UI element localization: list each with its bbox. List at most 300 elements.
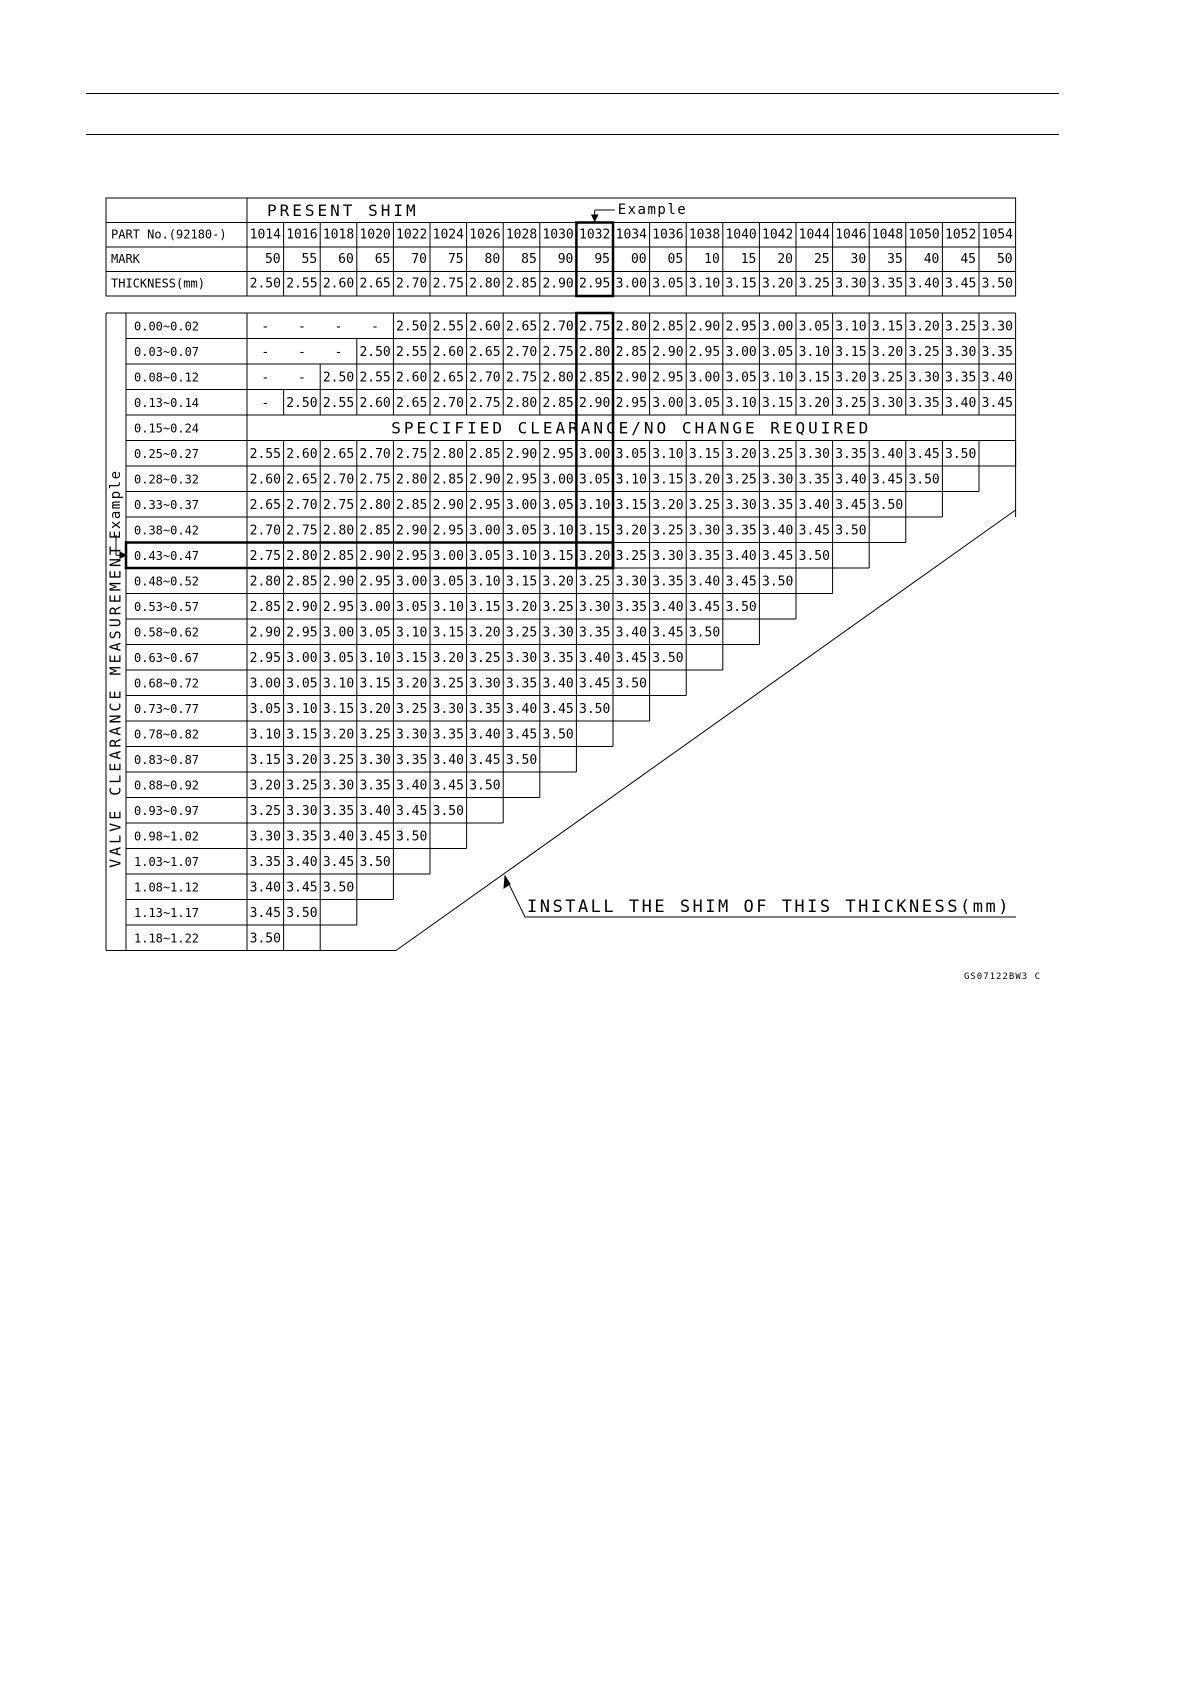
shim-value: 2.85 <box>396 497 428 513</box>
dash-cell: - <box>261 370 270 386</box>
shim-value: 2.60 <box>286 446 318 462</box>
shim-value: 3.15 <box>835 344 867 360</box>
shim-value: 3.20 <box>688 472 721 488</box>
shim-value: 3.00 <box>469 523 501 539</box>
shim-value: 2.90 <box>615 370 647 386</box>
shim-value: 2.60 <box>396 370 428 386</box>
install-arrow-head <box>504 876 510 888</box>
shim-value: 3.35 <box>322 803 355 819</box>
shim-value: 3.25 <box>322 752 355 768</box>
mark-value: 15 <box>740 251 757 267</box>
shim-value: 3.45 <box>396 803 428 819</box>
shim-value: 3.15 <box>359 676 391 692</box>
shim-value: 3.35 <box>542 650 574 666</box>
shim-value: 3.40 <box>725 548 757 564</box>
range-label: 1.13~1.17 <box>134 905 200 920</box>
shim-value: 2.90 <box>505 446 538 462</box>
thickness-value: 3.20 <box>762 276 794 292</box>
shim-value: 3.50 <box>542 727 574 743</box>
thickness-value: 2.55 <box>286 276 318 292</box>
shim-value: 2.70 <box>432 395 464 411</box>
shim-value: 3.10 <box>579 497 611 513</box>
dash-cell: - <box>297 344 306 360</box>
shim-value: 3.15 <box>432 625 464 641</box>
shim-value: 3.50 <box>725 599 757 615</box>
shim-value: 3.30 <box>542 625 574 641</box>
shim-value: 3.35 <box>652 574 684 590</box>
shim-value: 3.30 <box>322 778 355 794</box>
shim-value: 3.50 <box>945 446 977 462</box>
shim-value: 2.80 <box>542 370 574 386</box>
valve-clearance-axis-label: VALVE CLEARANCE MEASUREMENT <box>106 543 125 868</box>
shim-value: 3.00 <box>542 472 574 488</box>
shim-value: 3.40 <box>542 676 574 692</box>
shim-value: 3.50 <box>762 574 794 590</box>
shim-value: 3.45 <box>798 523 830 539</box>
shim-value: 3.10 <box>835 319 867 335</box>
shim-value: 2.65 <box>505 319 538 335</box>
mark-value: 75 <box>447 251 464 267</box>
shim-value: 3.30 <box>286 803 318 819</box>
part-number: 1032 <box>579 227 611 243</box>
shim-value: 3.45 <box>762 548 794 564</box>
part-number: 1048 <box>871 227 904 243</box>
shim-value: 3.35 <box>725 523 757 539</box>
shim-value: 3.20 <box>432 650 464 666</box>
mark-value: 30 <box>850 251 867 267</box>
shim-value: 3.20 <box>249 778 281 794</box>
shim-value: 3.20 <box>505 599 538 615</box>
part-number: 1050 <box>908 227 940 243</box>
shim-value: 3.35 <box>505 676 538 692</box>
shim-value: 3.20 <box>396 676 428 692</box>
range-label: 0.48~0.52 <box>134 574 200 589</box>
shim-value: 3.20 <box>359 701 391 717</box>
dash-cell: - <box>261 344 270 360</box>
thickness-value: 2.50 <box>249 276 281 292</box>
shim-value: 3.50 <box>286 905 318 921</box>
shim-value: 3.00 <box>286 650 318 666</box>
shim-value: 3.40 <box>871 446 904 462</box>
range-label: 0.38~0.42 <box>134 523 200 538</box>
mark-value: 20 <box>777 251 793 267</box>
range-label: 0.43~0.47 <box>134 548 200 563</box>
shim-value: 3.45 <box>542 701 574 717</box>
shim-value: 3.20 <box>835 370 867 386</box>
shim-value: 3.25 <box>579 574 611 590</box>
shim-value: 3.10 <box>652 446 684 462</box>
shim-value: 2.80 <box>286 548 318 564</box>
shim-value: 3.25 <box>835 395 867 411</box>
shim-value: 3.40 <box>615 625 647 641</box>
mark-value: 55 <box>301 251 318 267</box>
shim-value: 2.90 <box>322 574 355 590</box>
range-label: 1.08~1.12 <box>134 880 200 895</box>
thickness-value: 2.95 <box>579 276 611 292</box>
shim-value: 3.05 <box>579 472 611 488</box>
shim-value: 3.45 <box>981 395 1013 411</box>
shim-value: 3.45 <box>579 676 611 692</box>
shim-value: 3.00 <box>505 497 538 513</box>
shim-value: 2.85 <box>542 395 574 411</box>
thickness-value: 3.05 <box>652 276 684 292</box>
shim-value: 3.10 <box>505 548 538 564</box>
shim-value: 3.50 <box>249 931 281 947</box>
part-number: 1026 <box>469 227 501 243</box>
part-number: 1052 <box>945 227 977 243</box>
mark-value: 05 <box>667 251 684 267</box>
shim-value: 3.45 <box>871 472 904 488</box>
shim-value: 3.35 <box>359 778 391 794</box>
shim-value: 2.95 <box>359 574 391 590</box>
shim-value: 2.85 <box>322 548 355 564</box>
shim-value: 3.45 <box>469 752 501 768</box>
shim-value: 3.20 <box>469 625 501 641</box>
example-label-top: Example <box>617 202 688 218</box>
shim-value: 3.15 <box>652 472 684 488</box>
header-row-label: THICKNESS(mm) <box>111 276 205 291</box>
shim-value: 2.80 <box>432 446 464 462</box>
part-number: 1042 <box>762 227 794 243</box>
shim-value: 3.25 <box>469 650 501 666</box>
shim-value: 3.10 <box>286 701 318 717</box>
shim-value: 3.15 <box>871 319 904 335</box>
thickness-value: 3.35 <box>871 276 904 292</box>
shim-value: 3.40 <box>469 727 501 743</box>
shim-value: 2.80 <box>396 472 428 488</box>
shim-value: 3.35 <box>945 370 977 386</box>
shim-value: 3.35 <box>688 548 721 564</box>
shim-value: 3.35 <box>249 854 281 870</box>
thickness-value: 3.10 <box>688 276 721 292</box>
shim-value: 2.70 <box>286 497 318 513</box>
shim-value: 2.70 <box>359 446 391 462</box>
shim-value: 3.20 <box>542 574 574 590</box>
shim-value: 3.30 <box>579 599 611 615</box>
shim-value: 2.90 <box>469 472 501 488</box>
shim-value: 2.65 <box>432 370 464 386</box>
example-arrow-head <box>592 215 598 221</box>
part-number: 1046 <box>835 227 867 243</box>
shim-value: 3.30 <box>249 829 281 845</box>
shim-value: 2.80 <box>615 319 647 335</box>
shim-value: 3.15 <box>762 395 794 411</box>
mark-value: 65 <box>374 251 391 267</box>
shim-value: 3.45 <box>249 905 281 921</box>
shim-value: 3.05 <box>798 319 830 335</box>
mark-value: 35 <box>887 251 903 267</box>
shim-value: 3.45 <box>286 880 318 896</box>
shim-value: 3.45 <box>725 574 757 590</box>
dash-cell: - <box>261 395 270 411</box>
shim-value: 2.95 <box>396 548 428 564</box>
shim-value: 2.95 <box>725 319 757 335</box>
part-number: 1014 <box>249 227 281 243</box>
shim-value: 2.95 <box>432 523 464 539</box>
shim-value: 3.50 <box>322 880 355 896</box>
shim-value: 3.40 <box>798 497 830 513</box>
range-label: 1.03~1.07 <box>134 854 200 869</box>
shim-value: 2.70 <box>322 472 355 488</box>
shim-value: 2.65 <box>249 497 281 513</box>
shim-value: 3.25 <box>762 446 794 462</box>
shim-value: 3.30 <box>798 446 830 462</box>
range-label: 0.98~1.02 <box>134 829 200 844</box>
shim-value: 3.00 <box>249 676 281 692</box>
shim-value: 3.20 <box>286 752 318 768</box>
shim-value: 3.40 <box>322 829 355 845</box>
shim-value: 3.30 <box>505 650 538 666</box>
shim-value: 2.90 <box>579 395 611 411</box>
shim-value: 3.45 <box>835 497 867 513</box>
shim-value: 3.25 <box>396 701 428 717</box>
range-label: 0.73~0.77 <box>134 701 200 716</box>
shim-value: 2.75 <box>542 344 574 360</box>
shim-value: 3.05 <box>688 395 721 411</box>
dash-cell: - <box>261 319 270 335</box>
thickness-value: 2.65 <box>359 276 391 292</box>
shim-value: 3.30 <box>871 395 904 411</box>
shim-value: 2.95 <box>688 344 721 360</box>
shim-value: 3.40 <box>579 650 611 666</box>
dash-cell: - <box>297 370 306 386</box>
shim-value: 2.55 <box>322 395 355 411</box>
shim-value: 3.05 <box>249 701 281 717</box>
shim-value: 3.35 <box>579 625 611 641</box>
part-number: 1038 <box>688 227 721 243</box>
shim-value: 3.35 <box>286 829 318 845</box>
shim-value: 3.25 <box>542 599 574 615</box>
range-label: 0.13~0.14 <box>134 395 200 410</box>
shim-value: 3.20 <box>615 523 647 539</box>
shim-value: 2.90 <box>359 548 391 564</box>
shim-value: 3.30 <box>945 344 977 360</box>
shim-value: 3.45 <box>615 650 647 666</box>
part-number: 1036 <box>652 227 684 243</box>
shim-value: 3.40 <box>835 472 867 488</box>
part-number: 1030 <box>542 227 574 243</box>
shim-value: 2.50 <box>359 344 391 360</box>
specified-clearance-label: SPECIFIED CLEARANCE/NO CHANGE REQUIRED <box>391 418 872 438</box>
shim-value: 2.75 <box>469 395 501 411</box>
shim-value: 2.95 <box>652 370 684 386</box>
shim-value: 3.50 <box>359 854 391 870</box>
shim-value: 2.75 <box>359 472 391 488</box>
shim-value: 3.10 <box>249 727 281 743</box>
shim-value: 3.05 <box>505 523 538 539</box>
shim-value: 2.75 <box>249 548 281 564</box>
range-label: 1.18~1.22 <box>134 931 200 946</box>
shim-value: 2.75 <box>505 370 538 386</box>
thickness-value: 2.85 <box>505 276 538 292</box>
shim-value: 3.35 <box>908 395 940 411</box>
shim-value: 2.90 <box>652 344 684 360</box>
shim-value: 3.15 <box>542 548 574 564</box>
shim-value: 2.95 <box>615 395 647 411</box>
shim-value: 2.85 <box>286 574 318 590</box>
shim-value: 3.30 <box>469 676 501 692</box>
shim-value: 3.50 <box>396 829 428 845</box>
shim-value: 3.40 <box>249 880 281 896</box>
shim-value: 3.50 <box>688 625 721 641</box>
shim-value: 2.90 <box>286 599 318 615</box>
shim-value: 3.30 <box>908 370 940 386</box>
part-number: 1022 <box>396 227 428 243</box>
shim-value: 3.40 <box>762 523 794 539</box>
shim-value: 2.90 <box>396 523 428 539</box>
shim-value: 3.00 <box>688 370 721 386</box>
shim-value: 3.40 <box>981 370 1013 386</box>
shim-value: 2.90 <box>688 319 721 335</box>
shim-value: 3.25 <box>725 472 757 488</box>
dash-cell: - <box>334 344 343 360</box>
shim-value: 3.15 <box>798 370 830 386</box>
mark-value: 85 <box>521 251 537 267</box>
shim-value: 3.30 <box>725 497 757 513</box>
mark-value: 80 <box>484 251 501 267</box>
range-label: 0.08~0.12 <box>134 370 200 385</box>
shim-value: 3.15 <box>688 446 721 462</box>
shim-value: 3.25 <box>249 803 281 819</box>
range-label: 0.88~0.92 <box>134 778 200 793</box>
mark-value: 25 <box>813 251 830 267</box>
shim-value: 2.85 <box>652 319 684 335</box>
shim-value: 3.35 <box>798 472 830 488</box>
shim-value: 3.15 <box>396 650 428 666</box>
shim-value: 2.90 <box>432 497 464 513</box>
range-label: 0.03~0.07 <box>134 344 200 359</box>
dash-cell: - <box>371 319 380 335</box>
shim-value: 3.35 <box>396 752 428 768</box>
shim-value: 2.95 <box>505 472 538 488</box>
shim-value: 2.55 <box>396 344 428 360</box>
shim-value: 3.10 <box>798 344 830 360</box>
shim-value: 3.30 <box>981 319 1013 335</box>
shim-value: 2.75 <box>286 523 318 539</box>
shim-value: 3.45 <box>688 599 721 615</box>
shim-value: 3.50 <box>652 650 684 666</box>
header-row-label: MARK <box>111 251 140 266</box>
shim-value: 3.50 <box>432 803 464 819</box>
figure-code: GS07122BW3 C <box>963 972 1041 982</box>
shim-value: 2.70 <box>249 523 281 539</box>
shim-value: 2.60 <box>359 395 391 411</box>
shim-value: 3.15 <box>249 752 281 768</box>
shim-value: 3.10 <box>322 676 355 692</box>
shim-value: 3.45 <box>432 778 464 794</box>
shim-value: 2.75 <box>322 497 355 513</box>
shim-value: 3.30 <box>688 523 721 539</box>
shim-value: 3.45 <box>652 625 684 641</box>
shim-value: 3.10 <box>359 650 391 666</box>
shim-value: 3.10 <box>432 599 464 615</box>
shim-value: 3.05 <box>762 344 794 360</box>
shim-value: 3.40 <box>688 574 721 590</box>
part-number: 1020 <box>359 227 391 243</box>
range-label: 0.53~0.57 <box>134 599 200 614</box>
thickness-value: 2.70 <box>396 276 428 292</box>
part-number: 1018 <box>322 227 355 243</box>
shim-value: 2.95 <box>322 599 355 615</box>
shim-value: 2.50 <box>286 395 318 411</box>
shim-value: 3.15 <box>286 727 318 743</box>
shim-value: 3.00 <box>432 548 464 564</box>
range-label: 0.68~0.72 <box>134 676 200 691</box>
part-number: 1028 <box>505 227 538 243</box>
example-label-side: Example <box>108 469 124 540</box>
shim-value: 2.75 <box>396 446 428 462</box>
range-label: 0.15~0.24 <box>134 421 200 436</box>
shim-value: 3.20 <box>579 548 611 564</box>
shim-value: 2.70 <box>505 344 538 360</box>
shim-value: 3.30 <box>762 472 794 488</box>
shim-value: 3.30 <box>652 548 684 564</box>
shim-value: 3.20 <box>322 727 355 743</box>
shim-value: 3.05 <box>322 650 355 666</box>
shim-value: 2.60 <box>469 319 501 335</box>
mark-value: 95 <box>594 251 610 267</box>
shim-value: 2.65 <box>322 446 355 462</box>
range-label: 0.78~0.82 <box>134 727 200 742</box>
shim-value: 2.50 <box>396 319 428 335</box>
shim-value: 3.30 <box>359 752 391 768</box>
range-label: 0.93~0.97 <box>134 803 200 818</box>
shim-value: 3.40 <box>505 701 538 717</box>
shim-value: 2.85 <box>615 344 647 360</box>
shim-value: 2.85 <box>249 599 281 615</box>
thickness-value: 3.40 <box>908 276 940 292</box>
shim-value: 3.50 <box>505 752 538 768</box>
shim-value: 3.00 <box>322 625 355 641</box>
dash-cell: - <box>297 319 306 335</box>
shim-value: 2.55 <box>359 370 391 386</box>
shim-value: 2.70 <box>469 370 501 386</box>
shim-value: 3.15 <box>579 523 611 539</box>
thickness-value: 3.15 <box>725 276 757 292</box>
part-number: 1016 <box>286 227 318 243</box>
range-label: 0.00~0.02 <box>134 319 200 334</box>
dash-cell: - <box>334 319 343 335</box>
shim-value: 3.10 <box>542 523 574 539</box>
mark-value: 70 <box>411 251 427 267</box>
shim-value: 3.35 <box>835 446 867 462</box>
range-label: 0.28~0.32 <box>134 472 200 487</box>
thickness-value: 3.25 <box>798 276 830 292</box>
shim-value: 3.05 <box>396 599 428 615</box>
shim-value: 3.35 <box>981 344 1013 360</box>
part-number: 1024 <box>432 227 464 243</box>
shim-value: 2.95 <box>249 650 281 666</box>
shim-value: 3.00 <box>396 574 428 590</box>
shim-value: 3.20 <box>798 395 830 411</box>
mark-value: 40 <box>923 251 940 267</box>
shim-value: 2.95 <box>469 497 501 513</box>
shim-value: 3.10 <box>725 395 757 411</box>
install-label: INSTALL THE SHIM OF THIS THICKNESS(mm) <box>527 897 1011 917</box>
shim-value: 3.40 <box>286 854 318 870</box>
mark-value: 50 <box>264 251 281 267</box>
shim-value: 3.05 <box>432 574 464 590</box>
mark-value: 45 <box>960 251 976 267</box>
shim-value: 2.85 <box>579 370 611 386</box>
shim-value: 3.05 <box>286 676 318 692</box>
thickness-value: 3.00 <box>615 276 647 292</box>
range-label: 0.25~0.27 <box>134 446 200 461</box>
shim-value: 3.15 <box>505 574 538 590</box>
shim-value: 2.80 <box>359 497 391 513</box>
shim-value: 3.35 <box>432 727 464 743</box>
shim-value: 2.85 <box>432 472 464 488</box>
